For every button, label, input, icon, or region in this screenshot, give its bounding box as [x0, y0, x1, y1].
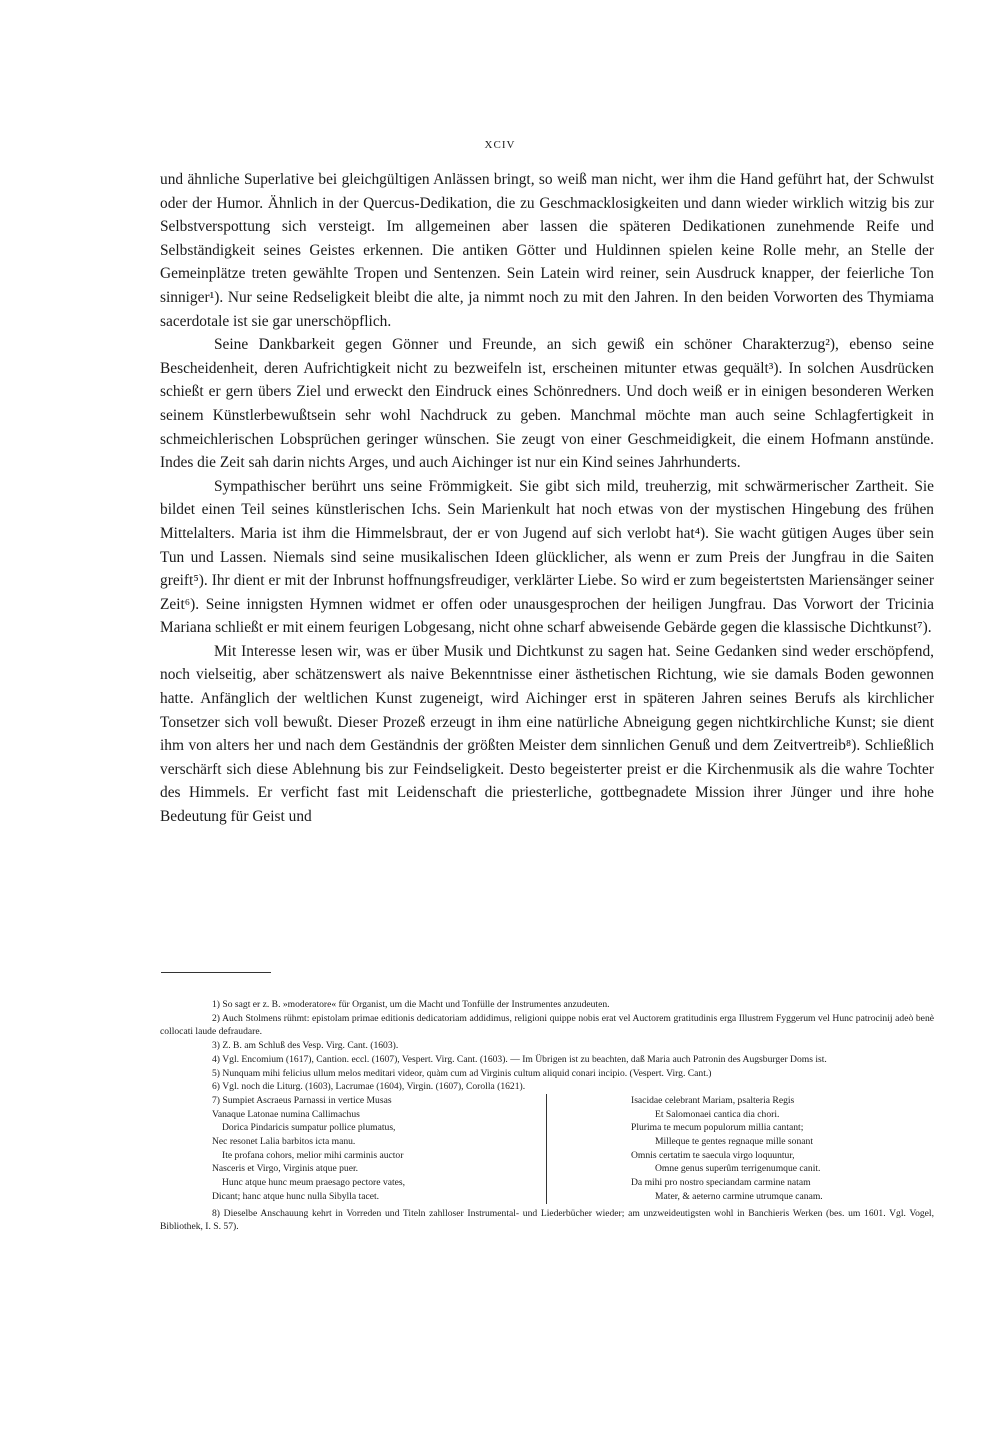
footnote-5: 5) Nunquam mihi felicius ullum melos meditari videor, quàm cum ad Virginis cultum aliquid conari incipio. (Vespert. Virg. Cant.): [212, 1067, 712, 1079]
paragraph-2: Seine Dankbarkeit gegen Gönner und Freunde, an sich gewiß ein schöner Charakterzug²), ebenso seine Bescheidenheit, deren Aufrichtigkeit nicht zu bezweifeln ist, erscheinen mitunter etwas gequält³). In solchen Ausdrücken schießt er gern übers Ziel und erweckt den Eindruck eines Schönredners. Und doch weiß er in einigen besonderen Werken seinem Künstlerbewußtsein sehr wohl Nachdruck zu geben. Manchmal möchte man auch seine Schlagfertigkeit in schmeichlerischen Lobsprüchen geringer wünschen. Sie zeugt von einer Geschmeidigkeit, die einem Hofmann anstünde. Indes die Zeit sah darin nichts Arges, und auch Aichinger ist nur ein Kind seines Jahrhunderts.: [160, 336, 934, 472]
footnote-divider: [161, 972, 271, 973]
poem-line: Nec resonet Lalia barbitos icta manu.: [212, 1136, 356, 1148]
poem-line: Et Salomonaei cantica dia chori.: [655, 1108, 780, 1120]
poem-line: 7) Sumpiet Ascraeus Parnassi in vertice Musas: [212, 1094, 392, 1106]
footnote-3: 3) Z. B. am Schluß des Vesp. Virg. Cant. (1603).: [212, 1040, 399, 1052]
poem-line: Dorica Pindaricis sumpatur pollice plumatus,: [222, 1122, 396, 1134]
poem-line: Dicant; hanc atque hunc nulla Sibylla tacet.: [212, 1190, 380, 1202]
poem-line: Nasceris et Virgo, Virginis atque puer.: [212, 1163, 359, 1175]
page-number: XCIV: [484, 139, 516, 151]
poem-line: Ite profana cohors, melior mihi carminis auctor: [222, 1149, 404, 1161]
poem-line: Mater, & aeterno carmine utrumque canam.: [655, 1190, 823, 1202]
poem-left-column: [160, 1094, 547, 1204]
paragraph-1: und ähnliche Superlative bei gleichgültigen Anlässen bringt, so weiß man nicht, wer ihm die Hand geführt hat, der Schwulst oder der Humor. Ähnlich in der Quercus-Dedikation, die zu Geschmacklosigkeiten und dann wieder wirklich witzig bis zur Selbstverspottung sich versteigt. Im allgemeinen aber lassen die späteren Dedikationen zunehmende Reife und Selbständigkeit seines Geistes erkennen. Die antiken Götter und Huldinnen spielen keine Rolle mehr, an Stelle der Gemeinplätze treten gewählte Tropen und Sentenzen. Sein Latein wird reiner, sein Ausdruck knapper, der feierliche Ton sinniger¹). Nur seine Redseligkeit bleibt die alte, ja nimmt noch zu mit den Jahren. In den beiden Vorworten des Thymiama sacerdotale ist sie gar unerschöpflich.: [160, 171, 934, 330]
body-text: [160, 168, 934, 829]
poem-line: Vanaque Latonae numina Callimachus: [212, 1108, 360, 1120]
poem-line: Da mihi pro nostro speciandam carmine natam: [631, 1177, 811, 1189]
poem-line: Isacidae celebrant Mariam, psalteria Regis: [631, 1094, 795, 1106]
footnote-8: 8) Dieselbe Anschauung kehrt in Vorreden und Titeln zahlloser Instrumental- und Liederbücher wieder; am unzweideutigsten wohl in Banchieris Werken (bes. um 1601. Vgl. Vogel, Bibliothek, I. S. 57).: [160, 1207, 934, 1233]
footnote-7-poem: [160, 1094, 934, 1207]
footnotes: [160, 998, 934, 1234]
poem-line: Hunc atque hunc meum praesago pectore vates,: [222, 1177, 406, 1189]
poem-line: Milleque te gentes regnaque mille sonant: [655, 1136, 813, 1148]
poem-right-column: [547, 1094, 934, 1207]
paragraph-4: Mit Interesse lesen wir, was er über Musik und Dichtkunst zu sagen hat. Seine Gedanken sind weder erschöpfend, noch vielseitig, aber schätzenswert als naive Bekenntnisse einer ästhetischen Richtung, wie sie damals Boden gewonnen hatte. Anfänglich der weltlichen Kunst zugeneigt, wird Aichinger erst in späteren Jahren seines Berufs als kirchlicher Tonsetzer sich voll bewußt. Dieser Prozeß erzeugt in ihm eine natürliche Abneigung gegen nichtkirchliche Kunst; sie dient ihm von alters her und nach dem Geständnis der größten Meister dem sinnlichen Genuß und dem Zeitvertreib⁸). Schließlich verschärft sich diese Ablehnung bis zur Feindseligkeit. Desto begeisterter preist er die Kirchenmusik als die wahre Tochter des Himmels. Er verficht fast mit Leidenschaft die priesterliche, gottbegnadete Mission ihrer Jünger und ihre hohe Bedeutung für Geist und: [160, 642, 934, 826]
poem-line: Omnis certatim te saecula virgo loquuntur,: [631, 1149, 795, 1161]
poem-line: Omne genus superûm terrigenumque canit.: [655, 1163, 821, 1175]
footnote-6: 6) Vgl. noch die Liturg. (1603), Lacrumae (1604), Virgin. (1607), Corolla (1621).: [212, 1081, 526, 1093]
footnote-4: 4) Vgl. Encomium (1617), Cantion. eccl. (1607), Vespert. Virg. Cant. (1603). — Im Übrigen ist zu beachten, daß Maria auch Patronin des Augsburger Doms ist.: [212, 1053, 827, 1065]
footnote-1: 1) So sagt er z. B. »moderatore« für Organist, um die Macht und Tonfülle der Instrumentes anzudeuten.: [212, 999, 610, 1010]
paragraph-3: Sympathischer berührt uns seine Frömmigkeit. Sie gibt sich mild, treuherzig, mit schwärmerischer Zartheit. Sie bildet einen Teil seines künstlerischen Ichs. Sein Marienkult hat noch etwas von der mystischen Hingebung des frühen Mittelalters. Maria ist ihm die Himmelsbraut, der er von Jugend auf sich verlobt hat⁴). Sie wacht gütigen Auges über sein Tun und Lassen. Niemals sind seine musikalischen Ideen glücklicher, als wenn er zum Preis der Jungfrau in die Saiten greift⁵). Ihr dient er mit der Inbrunst hoffnungsfreudiger, verklärter Liebe. So wird er zum begeistertsten Mariensänger seiner Zeit⁶). Seine innigsten Hymnen widmet er offen oder unausgesprochen der heiligen Jungfrau. Das Vorwort der Tricinia Mariana schließt er mit einem feurigen Lobgesang, nicht ohne scharf abweisende Gebärde gegen die klassische Dichtkunst⁷).: [160, 477, 934, 637]
poem-line: Plurima te mecum populorum millia cantant;: [631, 1122, 804, 1134]
footnote-2: 2) Auch Stolmens rühmt: epistolam primae editionis dedicatoriam addidimus, religioni quippe nobis erat vel Auctorem gratitudinis erga Illustrem Fyggerum vel Hunc patrocinij adeò benè collocati laude defraudare.: [160, 1012, 934, 1038]
